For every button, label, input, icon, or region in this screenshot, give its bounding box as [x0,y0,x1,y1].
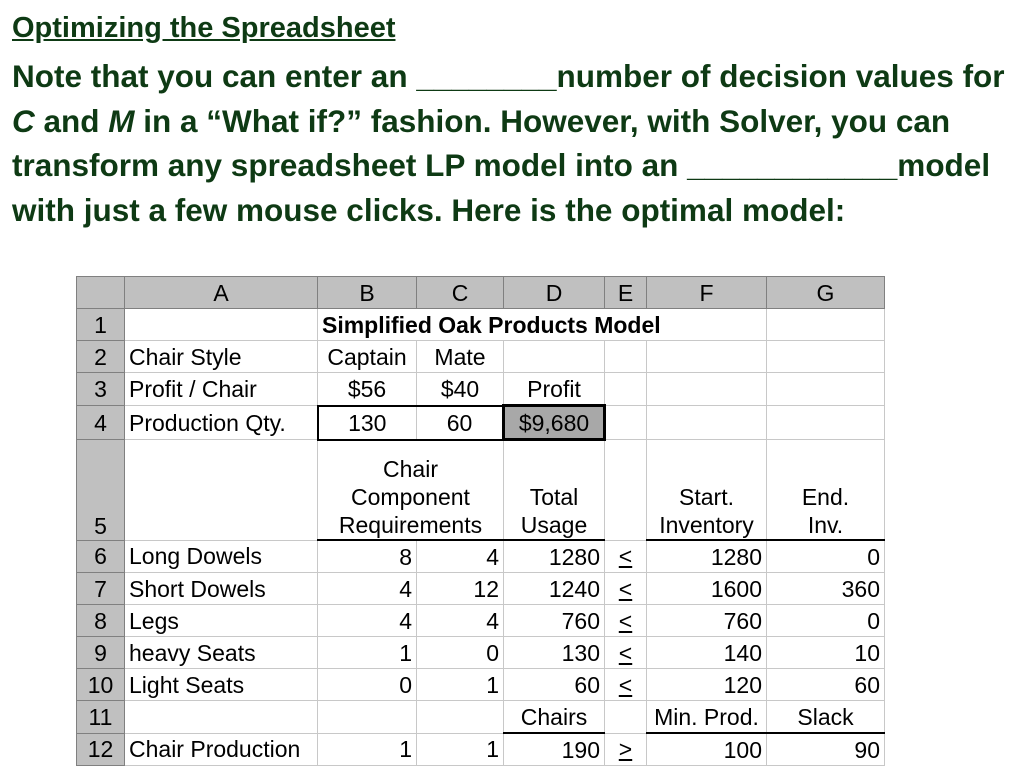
sheet-row-10 [77,669,885,701]
cell-e10-relation[interactable]: < [605,669,647,701]
cell-a12[interactable]: Chair Production [125,733,318,766]
cell-d5-total-usage[interactable] [504,440,605,541]
cell-f5-start-inventory[interactable] [647,440,767,541]
cell-e12-relation[interactable]: > [605,733,647,766]
header-line: Inv. [807,512,844,538]
cell-b8[interactable]: 4 [318,605,417,637]
cell-d6[interactable]: 1280 [504,540,605,573]
cell-f6[interactable]: 1280 [647,540,767,573]
variable-m: M [108,102,135,139]
cell-e2[interactable] [605,341,647,373]
cell-b6[interactable]: 8 [318,540,417,573]
header-line: Start. [679,484,734,510]
row-header-1[interactable]: 1 [77,309,125,341]
cell-g3[interactable] [767,373,885,406]
sheet-row-5 [77,440,885,541]
cell-b4[interactable]: 130 [318,406,417,440]
cell-c2[interactable]: Mate [417,341,504,373]
header-line: Chair [383,456,438,482]
cell-d12[interactable]: 190 [504,733,605,766]
cell-a3[interactable]: Profit / Chair [125,373,318,406]
cell-f10[interactable]: 120 [647,669,767,701]
cell-a1[interactable] [125,309,318,341]
cell-b5-component-requirements[interactable] [318,440,504,541]
cell-d10[interactable]: 60 [504,669,605,701]
sheet-row-12 [77,733,885,766]
variable-c: C [12,102,35,139]
cell-g6[interactable]: 0 [767,540,885,573]
cell-e5[interactable] [605,440,647,541]
cell-a10[interactable]: Light Seats [125,669,318,701]
row-header-2[interactable]: 2 [77,341,125,373]
sheet-row-8 [77,605,885,637]
cell-d11[interactable]: Chairs [504,701,605,734]
cell-b9[interactable]: 1 [318,637,417,669]
sheet-row-9 [77,637,885,669]
sheet-row-4 [77,406,885,440]
column-header-f[interactable]: F [647,277,767,309]
cell-f3[interactable] [647,373,767,406]
cell-f9[interactable]: 140 [647,637,767,669]
row-header-12[interactable]: 12 [77,733,125,766]
cell-f7[interactable]: 1600 [647,573,767,605]
cell-b11[interactable] [318,701,417,734]
column-header-a[interactable]: A [125,277,318,309]
cell-e3[interactable] [605,373,647,406]
row-header-3[interactable]: 3 [77,373,125,406]
cell-g7[interactable]: 360 [767,573,885,605]
cell-e9-relation[interactable]: < [605,637,647,669]
cell-d3[interactable]: Profit [504,373,605,406]
cell-b3[interactable]: $56 [318,373,417,406]
cell-g11[interactable]: Slack [767,701,885,734]
cell-d7[interactable]: 1240 [504,573,605,605]
cell-e8-relation[interactable]: < [605,605,647,637]
cell-a6[interactable]: Long Dowels [125,540,318,573]
cell-e7-relation[interactable]: < [605,573,647,605]
column-header-e[interactable]: E [605,277,647,309]
cell-d9[interactable]: 130 [504,637,605,669]
cell-c4[interactable]: 60 [417,406,504,440]
select-all-corner[interactable] [77,277,125,309]
column-header-row [77,277,885,309]
row-header-7[interactable]: 7 [77,573,125,605]
cell-g2[interactable] [767,341,885,373]
header-line: Total [529,484,579,510]
cell-e6-relation[interactable]: < [605,540,647,573]
spreadsheet-table [76,276,885,766]
cell-g8[interactable]: 0 [767,605,885,637]
cell-c12[interactable]: 1 [417,733,504,766]
cell-c3[interactable]: $40 [417,373,504,406]
slide-title: Optimizing the Spreadsheet [12,12,396,44]
cell-c6[interactable]: 4 [417,540,504,573]
body-text-part1: Note that you can enter an ________number of decision values for [12,58,1005,94]
cell-g1[interactable] [767,309,885,341]
cell-a4[interactable]: Production Qty. [125,406,318,440]
cell-b1-model-title[interactable]: Simplified Oak Products Model [318,309,767,341]
cell-a9[interactable]: heavy Seats [125,637,318,669]
column-header-c[interactable]: C [417,277,504,309]
row-header-11[interactable]: 11 [77,701,125,734]
cell-c8[interactable]: 4 [417,605,504,637]
row-header-8[interactable]: 8 [77,605,125,637]
row-header-5[interactable]: 5 [77,440,125,541]
cell-c9[interactable]: 0 [417,637,504,669]
cell-g5-end-inventory[interactable] [767,440,885,541]
cell-a11[interactable] [125,701,318,734]
cell-g4[interactable] [767,406,885,440]
cell-g12[interactable]: 90 [767,733,885,766]
cell-d2[interactable] [504,341,605,373]
cell-a8[interactable]: Legs [125,605,318,637]
sheet-row-6 [77,540,885,573]
sheet-row-1 [77,309,885,341]
header-line: Usage [520,512,588,538]
header-line: Component [351,484,470,510]
row-header-6[interactable]: 6 [77,540,125,573]
cell-a5[interactable] [125,440,318,541]
cell-f8[interactable]: 760 [647,605,767,637]
cell-f2[interactable] [647,341,767,373]
sheet-row-7 [77,573,885,605]
header-line: End. [801,484,850,510]
slide-body-text [12,54,1018,232]
cell-g9[interactable]: 10 [767,637,885,669]
cell-g10[interactable]: 60 [767,669,885,701]
sheet-row-3 [77,373,885,406]
cell-d4-profit-total[interactable]: $9,680 [504,406,605,440]
cell-f11[interactable]: Min. Prod. [647,701,767,734]
column-header-b[interactable]: B [318,277,417,309]
sheet-row-11 [77,701,885,734]
cell-d8[interactable]: 760 [504,605,605,637]
column-header-g[interactable]: G [767,277,885,309]
sheet-row-2 [77,341,885,373]
header-line: Requirements [338,512,483,538]
cell-c10[interactable]: 1 [417,669,504,701]
cell-b2[interactable]: Captain [318,341,417,373]
cell-c11[interactable] [417,701,504,734]
cell-b7[interactable]: 4 [318,573,417,605]
cell-e4[interactable] [605,406,647,440]
row-header-10[interactable]: 10 [77,669,125,701]
cell-e11[interactable] [605,701,647,734]
cell-a7[interactable]: Short Dowels [125,573,318,605]
body-text-part2: in a “What if?” fashion. However, with Solver, you can transform any spreadsheet LP model into an ____________model with just a few mouse clicks. Here is the optimal model: [12,102,991,228]
cell-a2[interactable]: Chair Style [125,341,318,373]
column-header-d[interactable]: D [504,277,605,309]
row-header-9[interactable]: 9 [77,637,125,669]
cell-b12[interactable]: 1 [318,733,417,766]
cell-f12[interactable]: 100 [647,733,767,766]
row-header-4[interactable]: 4 [77,406,125,440]
cell-c7[interactable]: 12 [417,573,504,605]
header-line: Inventory [659,512,754,538]
cell-f4[interactable] [647,406,767,440]
body-text-and: and [34,102,109,139]
cell-b10[interactable]: 0 [318,669,417,701]
